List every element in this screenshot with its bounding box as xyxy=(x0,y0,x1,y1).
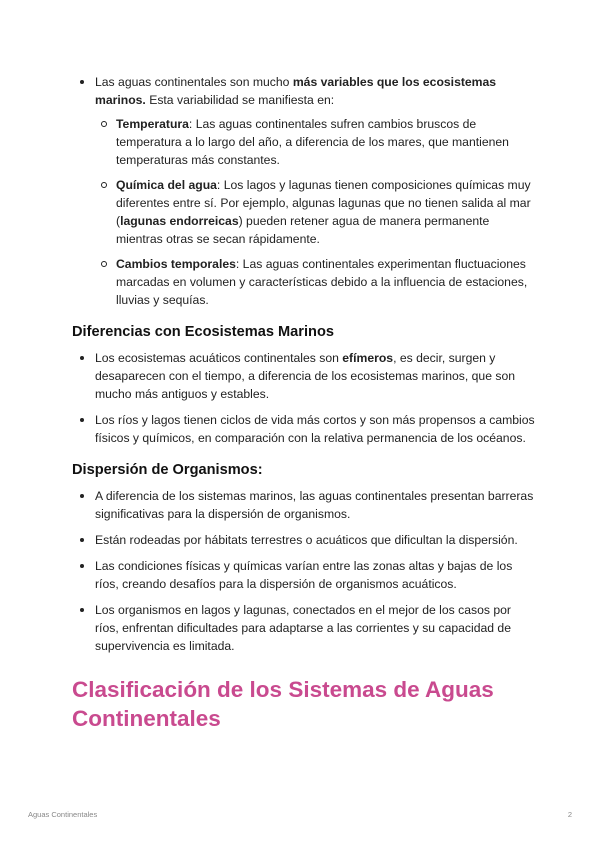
variability-sublist xyxy=(95,115,536,309)
dispersal-list xyxy=(72,487,536,655)
sublist-item-chemistry: Química del agua: Los lagos y lagunas tienen composiciones químicas muy diferentes entre sí. Por ejemplo, algunas lagunas que no tienen salida al mar (lagunas endorreicas) pueden retener agua de manera permanente mientras otras se secan rápidamente. xyxy=(95,176,536,248)
variability-list xyxy=(72,73,536,309)
sublist-item-temporal-changes: Cambios temporales: Las aguas continentales experimentan fluctuaciones marcadas en volumen y características debido a la influencia de estaciones, lluvias y sequías. xyxy=(95,255,536,309)
list-item: Las aguas continentales son mucho más variables que los ecosistemas marinos. Esta variabilidad se manifiesta en: Temperatura: Las aguas continentales sufren cambios bruscos de temperatura a lo largo del año, a diferencia de los mares, que mantienen temperaturas más constantes. Química del agua: Los lagos y lagunas tienen composiciones químicas muy diferentes entre sí. Por ejemplo, algunas lagunas que no tienen salida al mar (lagunas endorreicas) pueden retener agua de manera permanente mientras otras se secan rápidamente. Cambios temporales: Las aguas continentales experimentan fluctuaciones marcadas en volumen y características debido a la influencia de estaciones, lluvias y sequías. xyxy=(72,73,536,309)
list-item: Los ecosistemas acuáticos continentales son efímeros, es decir, surgen y desaparecen con el tiempo, a diferencia de los ecosistemas marinos, que son mucho más antiguos y estables. xyxy=(72,349,536,403)
list-item: A diferencia de los sistemas marinos, las aguas continentales presentan barreras significativas para la dispersión de organismos. xyxy=(72,487,536,523)
emphasis: más variables que los ecosistemas marinos. xyxy=(95,75,497,107)
list-item: Los ríos y lagos tienen ciclos de vida más cortos y son más propensos a cambios físicos y químicos, en comparación con la relativa permanencia de los océanos. xyxy=(72,411,536,447)
list-item: Están rodeadas por hábitats terrestres o acuáticos que dificultan la dispersión. xyxy=(72,531,536,549)
footer-page-number: 2 xyxy=(567,810,572,819)
list-item: Los organismos en lagos y lagunas, conectados en el mejor de los casos por ríos, enfrentan dificultades para adaptarse a las corrientes y su capacidad de supervivencia es limitada. xyxy=(72,601,536,655)
marine-differences-list xyxy=(72,349,536,447)
sublist-item-temperature: Temperatura: Las aguas continentales sufren cambios bruscos de temperatura a lo largo del año, a diferencia de los mares, que mantienen temperaturas más constantes. xyxy=(95,115,536,169)
page-content xyxy=(72,73,536,733)
heading-organism-dispersal: Dispersión de Organismos: xyxy=(72,462,263,478)
section-title: Clasificación de los Sistemas de Aguas Continentales xyxy=(72,677,494,731)
heading-marine-differences: Diferencias con Ecosistemas Marinos xyxy=(72,324,334,340)
list-item: Las condiciones físicas y químicas varían entre las zonas altas y bajas de los ríos, creando desafíos para la dispersión de organismos acuáticos. xyxy=(72,557,536,593)
footer-doc-title: Aguas Continentales xyxy=(28,810,98,819)
